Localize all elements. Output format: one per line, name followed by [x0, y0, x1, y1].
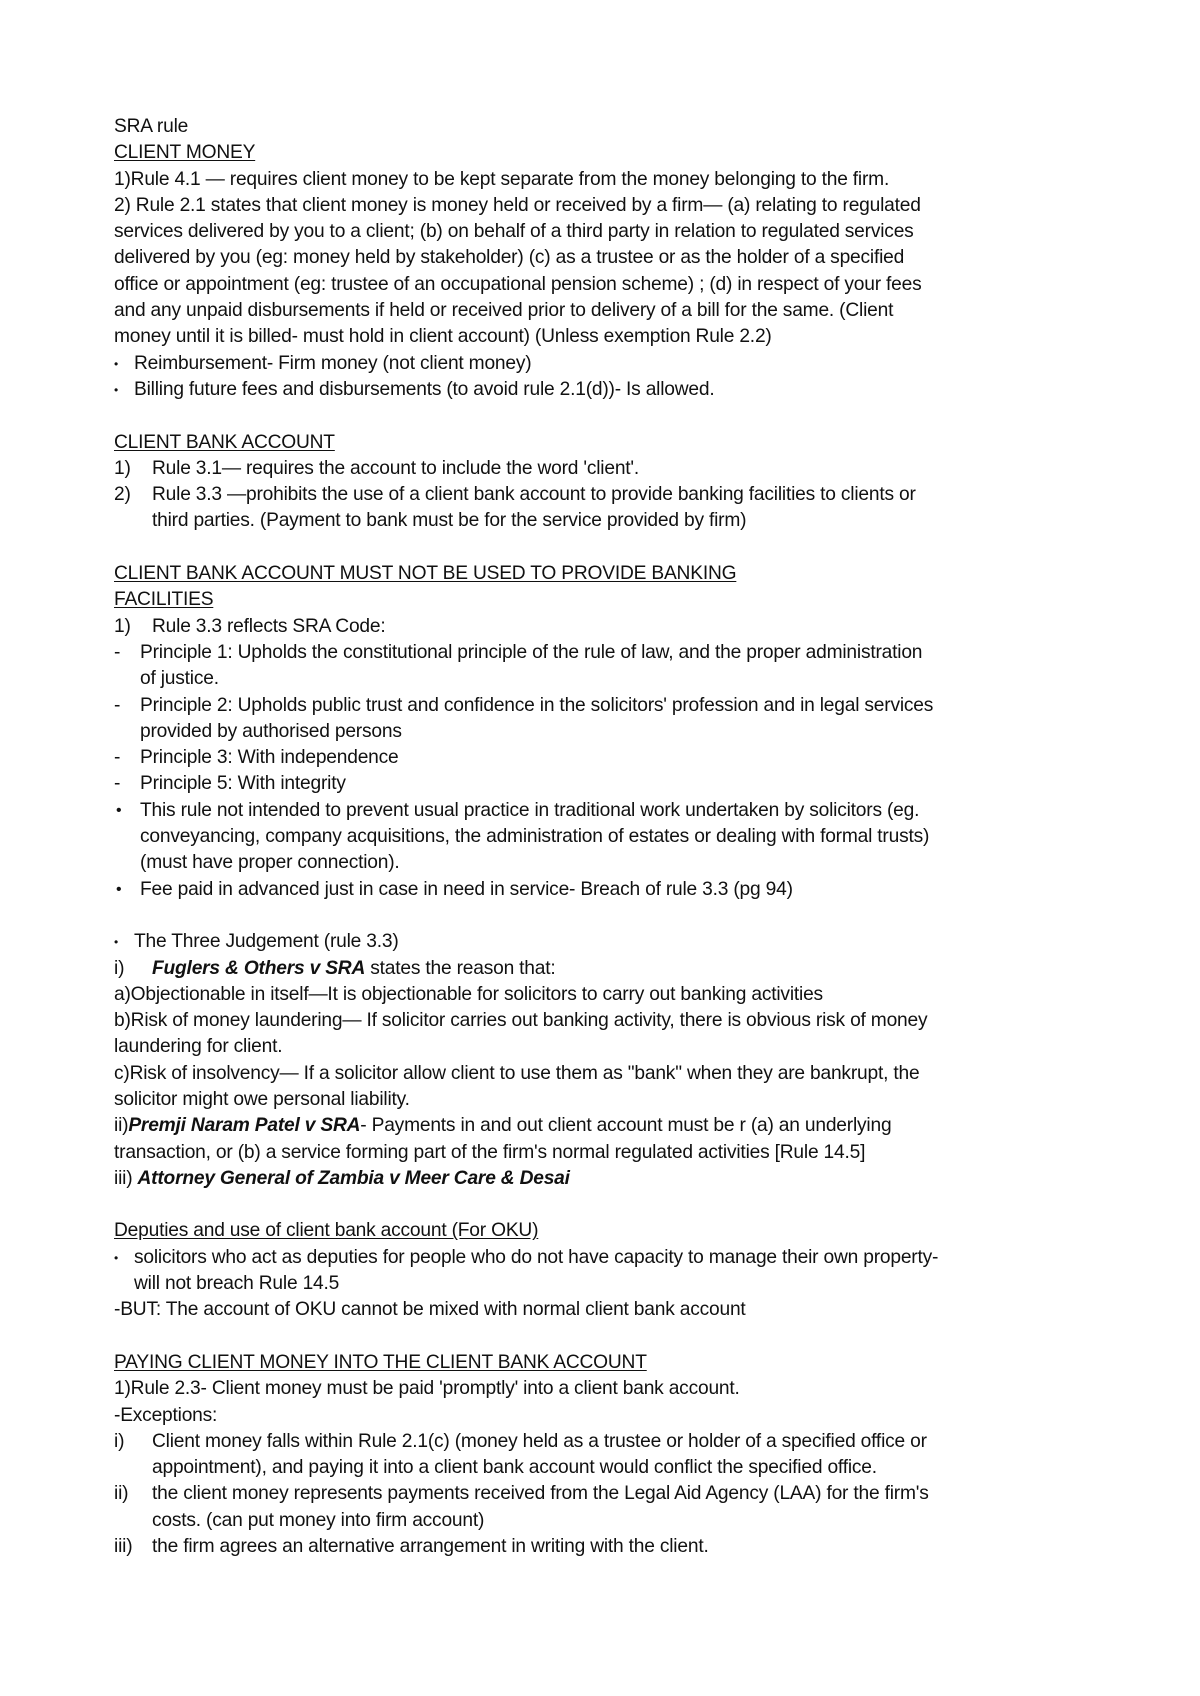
- list-marker: 1): [114, 457, 131, 479]
- case-name: Premji Naram Patel v SRA: [128, 1115, 361, 1137]
- list-item: [114, 640, 1140, 693]
- section-heading-not-banking-2: FACILITIES: [114, 589, 214, 611]
- list-item: [114, 956, 1140, 982]
- section-heading-client-bank-account: CLIENT BANK ACCOUNT: [114, 431, 335, 453]
- paragraph-line: 2) Rule 2.1 states that client money is money held or received by a firm— (a) relating to regulated: [114, 194, 921, 216]
- list-item: [114, 1429, 1140, 1482]
- spacer: [114, 1192, 1140, 1218]
- list-item-text: Principle 3: With independence: [140, 747, 399, 769]
- rule-4-1: 1)Rule 4.1 — requires client money to be kept separate from the money belonging to the firm.: [114, 168, 890, 190]
- paragraph-line: services delivered by you to a client; (b) on behalf of a third party in relation to regulated services: [114, 221, 914, 243]
- list-item: [114, 693, 1140, 746]
- rule-2-3: 1)Rule 2.3- Client money must be paid 'promptly' into a client bank account.: [114, 1378, 740, 1400]
- list-item: [114, 771, 1140, 797]
- case-ii-line2: transaction, or (b) a service forming part of the firm's normal regulated activities [Rule 14.5]: [114, 1141, 866, 1163]
- dash-icon: -: [114, 773, 121, 795]
- list-marker: i): [114, 957, 125, 979]
- list-item-text: the client money represents payments received from the Legal Aid Agency (LAA) for the firm's: [152, 1483, 929, 1505]
- list-item-text: appointment), and paying it into a client bank account would conflict the specified office.: [152, 1457, 877, 1479]
- list-item: [114, 456, 1140, 482]
- list-item: [114, 1245, 1140, 1298]
- list-item-text: Client money falls within Rule 2.1(c) (money held as a trustee or holder of a specified office or: [152, 1430, 927, 1452]
- list-item: [114, 351, 1140, 377]
- dash-icon: -: [114, 641, 121, 663]
- list-item: [114, 482, 1140, 535]
- spacer: [114, 903, 1140, 929]
- reason-c: solicitor might owe personal liability.: [114, 1088, 410, 1110]
- reason-b: laundering for client.: [114, 1036, 283, 1058]
- spacer: [114, 535, 1140, 561]
- section-heading-not-banking: CLIENT BANK ACCOUNT MUST NOT BE USED TO PROVIDE BANKING: [114, 563, 737, 585]
- list-item-text: will not breach Rule 14.5: [134, 1273, 340, 1295]
- case-text: states the reason that:: [365, 957, 556, 979]
- doc-title: SRA rule: [114, 116, 189, 137]
- paragraph-line: office or appointment (eg: trustee of an occupational pension scheme) ; (d) in respect of your fees: [114, 273, 922, 295]
- list-item-text: This rule not intended to prevent usual practice in traditional work undertaken by solicitors (eg.: [140, 799, 920, 821]
- list-item-text: the firm agrees an alternative arrangement in writing with the client.: [152, 1536, 709, 1558]
- list-item-text: Principle 2: Upholds public trust and confidence in the solicitors' profession and in legal services: [140, 694, 934, 716]
- list-item-text: of justice.: [140, 668, 219, 690]
- bullet-icon: •: [116, 880, 122, 898]
- exceptions-label: -Exceptions:: [114, 1404, 218, 1426]
- list-item-text: Reimbursement- Firm money (not client money): [134, 352, 532, 374]
- case-prefix: iii): [114, 1167, 138, 1189]
- list-item: [114, 877, 1140, 903]
- case-iii: [114, 1166, 1140, 1192]
- list-item: [114, 929, 1140, 955]
- list-item-text: [152, 956, 1140, 982]
- list-item-text: Rule 3.3 —prohibits the use of a client bank account to provide banking facilities to clients or: [152, 484, 916, 506]
- case-name: Fuglers & Others v SRA: [152, 957, 366, 979]
- case-text: - Payments in and out client account must be r (a) an underlying: [360, 1115, 892, 1137]
- section-heading-client-money: CLIENT MONEY: [114, 142, 256, 164]
- bullet-icon: •: [114, 1250, 119, 1265]
- list-item: [114, 1481, 1140, 1534]
- deputies-but: -BUT: The account of OKU cannot be mixed with normal client bank account: [114, 1299, 746, 1321]
- list-marker: 2): [114, 484, 131, 506]
- list-item-text: The Three Judgement (rule 3.3): [134, 931, 399, 953]
- dash-icon: -: [114, 747, 121, 769]
- list-item-text: solicitors who act as deputies for people who do not have capacity to manage their own property-: [134, 1246, 939, 1268]
- list-item-text: Rule 3.3 reflects SRA Code:: [152, 615, 386, 637]
- list-item: [114, 1534, 1140, 1560]
- list-item-text: Principle 5: With integrity: [140, 773, 346, 795]
- spacer: [114, 403, 1140, 429]
- paragraph-line: money until it is billed- must hold in client account) (Unless exemption Rule 2.2): [114, 326, 772, 348]
- list-marker: iii): [114, 1536, 133, 1558]
- list-item-text: costs. (can put money into firm account): [152, 1509, 485, 1531]
- case-name: Attorney General of Zambia v Meer Care & Desai: [137, 1167, 570, 1189]
- bullet-icon: •: [116, 801, 122, 819]
- list-item-text: (must have proper connection).: [140, 852, 400, 874]
- list-item-text: Principle 1: Upholds the constitutional principle of the rule of law, and the proper administration: [140, 641, 923, 663]
- list-marker: ii): [114, 1483, 129, 1505]
- list-item: [114, 798, 1140, 877]
- spacer: [114, 1324, 1140, 1350]
- list-marker: i): [114, 1430, 125, 1452]
- list-item: [114, 614, 1140, 640]
- section-heading-deputies: Deputies and use of client bank account (For OKU): [114, 1220, 539, 1242]
- bullet-icon: •: [114, 356, 119, 371]
- reason-a: a)Objectionable in itself—It is objectionable for solicitors to carry out banking activities: [114, 983, 823, 1005]
- case-ii: [114, 1113, 1140, 1139]
- list-item-text: Rule 3.1— requires the account to include the word 'client'.: [152, 457, 640, 479]
- bullet-icon: •: [114, 935, 119, 950]
- list-marker: 1): [114, 615, 131, 637]
- reason-c: c)Risk of insolvency— If a solicitor allow client to use them as "bank" when they are bankrupt, the: [114, 1062, 920, 1084]
- section-heading-paying: PAYING CLIENT MONEY INTO THE CLIENT BANK ACCOUNT: [114, 1351, 647, 1373]
- list-item-text: Fee paid in advanced just in case in need in service- Breach of rule 3.3 (pg 94): [140, 878, 793, 900]
- list-item: [114, 745, 1140, 771]
- reason-b: b)Risk of money laundering— If solicitor carries out banking activity, there is obvious risk of money: [114, 1010, 928, 1032]
- list-item-text: provided by authorised persons: [140, 720, 402, 742]
- list-item-text: conveyancing, company acquisitions, the administration of estates or dealing with formal trusts): [140, 826, 930, 848]
- list-item-text: third parties. (Payment to bank must be for the service provided by firm): [152, 510, 747, 532]
- paragraph-line: delivered by you (eg: money held by stakeholder) (c) as a trustee or as the holder of a specified: [114, 247, 905, 269]
- case-prefix: ii): [114, 1115, 129, 1137]
- paragraph-line: and any unpaid disbursements if held or received prior to delivery of a bill for the same. (Client: [114, 300, 894, 322]
- list-item: [114, 377, 1140, 403]
- bullet-icon: •: [114, 382, 119, 397]
- dash-icon: -: [114, 694, 121, 716]
- rule-2-1-paragraph: [114, 193, 1140, 351]
- list-item-text: Billing future fees and disbursements (to avoid rule 2.1(d))- Is allowed.: [134, 378, 715, 400]
